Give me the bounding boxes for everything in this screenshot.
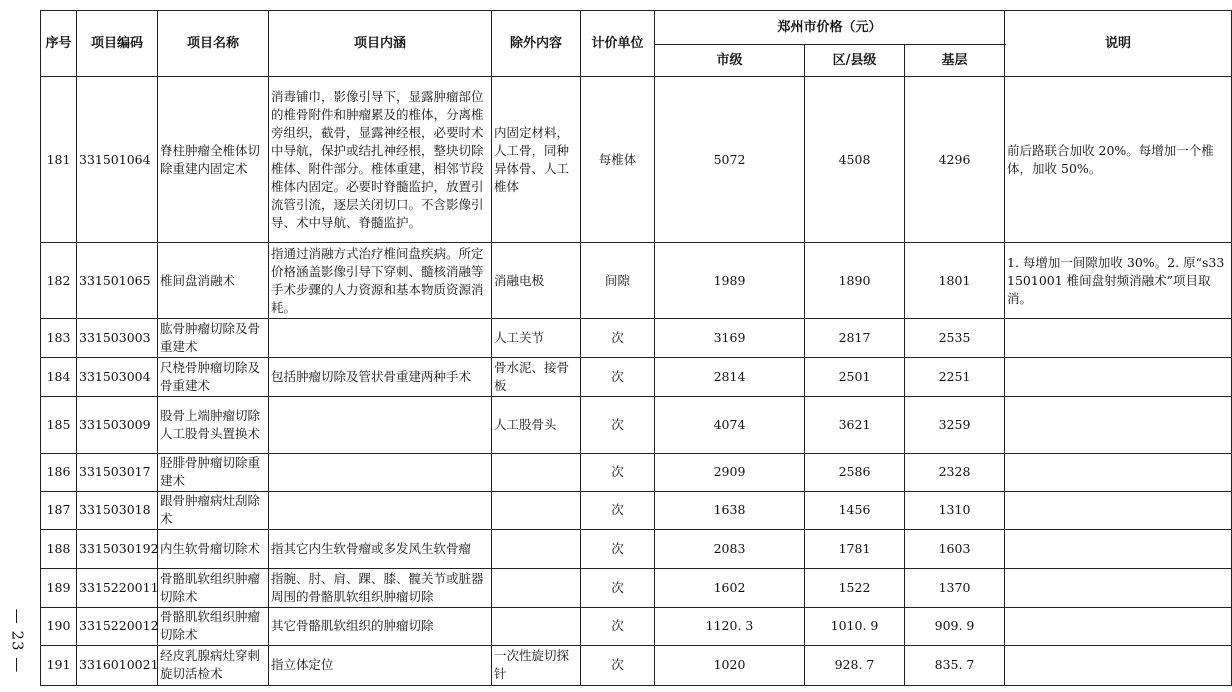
cell-county: 1456: [805, 491, 905, 529]
table-row: [41, 319, 1232, 358]
header-note: 说明: [1005, 11, 1232, 77]
cell-code: 331501064: [77, 77, 158, 243]
cell-base: 1310: [905, 491, 1005, 529]
cell-seq: 191: [41, 645, 77, 685]
price-table: [40, 10, 1232, 686]
cell-name: 肱骨肿瘤切除及骨重建术: [158, 319, 269, 358]
cell-content: [269, 453, 492, 491]
cell-base: 2251: [905, 358, 1005, 396]
cell-unit: 次: [581, 358, 655, 396]
cell-city: 1120. 3: [655, 607, 805, 645]
cell-code: 331501065: [77, 243, 158, 319]
cell-name: 股骨上端肿瘤切除人工股骨头置换术: [158, 396, 269, 453]
cell-county: 1781: [805, 529, 905, 568]
cell-content: 消毒铺巾，影像引导下，显露肿瘤部位的椎骨附件和肿瘤累及的椎体，分离椎旁组织，截骨，显露神经根，必要时术中导航，保护或结扎神经根，整块切除椎体、附件部分。椎体重建，相邻节段椎体内固定。必要时脊髓监护，放置引流管引流，逐层关闭切口。不含影像引导、术中导航、脊髓监护。: [269, 77, 492, 243]
cell-name: 经皮乳腺病灶穿刺旋切活检术: [158, 645, 269, 685]
cell-base: 4296: [905, 77, 1005, 243]
cell-excluded: 消融电极: [492, 243, 581, 319]
cell-city: 4074: [655, 396, 805, 453]
header-base: 基层: [905, 45, 1005, 77]
cell-county: 1522: [805, 568, 905, 607]
cell-name: 尺桡骨肿瘤切除及骨重建术: [158, 358, 269, 396]
cell-note: 1. 每增加一间隙加收 30%。2. 原“s331501001 椎间盘射频消融术”项目取消。: [1005, 243, 1232, 319]
cell-content: 指腕、肘、肩、踝、膝、髋关节或脏器周围的骨骼肌软组织肿瘤切除: [269, 568, 492, 607]
cell-excluded: [492, 568, 581, 607]
cell-base: 1370: [905, 568, 1005, 607]
cell-county: 3621: [805, 396, 905, 453]
table-row: [41, 396, 1232, 453]
table-row: [41, 645, 1232, 685]
cell-base: 909. 9: [905, 607, 1005, 645]
cell-excluded: 内固定材料，人工骨，同种异体骨、人工椎体: [492, 77, 581, 243]
cell-name: 内生软骨瘤切除术: [158, 529, 269, 568]
cell-content: 指立体定位: [269, 645, 492, 685]
cell-seq: 182: [41, 243, 77, 319]
cell-excluded: [492, 607, 581, 645]
cell-excluded: [492, 491, 581, 529]
cell-unit: 间隙: [581, 243, 655, 319]
cell-note: [1005, 607, 1232, 645]
cell-excluded: 人工关节: [492, 319, 581, 358]
cell-note: [1005, 358, 1232, 396]
table-row: [41, 491, 1232, 529]
header-city: 市级: [655, 45, 805, 77]
cell-city: 1638: [655, 491, 805, 529]
cell-name: 骨骼肌软组织肿瘤切除术: [158, 568, 269, 607]
cell-base: 835. 7: [905, 645, 1005, 685]
cell-content: [269, 319, 492, 358]
page-number-text: — 23 —: [8, 608, 26, 674]
cell-name: 骨骼肌软组织肿瘤切除术: [158, 607, 269, 645]
cell-city: 2909: [655, 453, 805, 491]
cell-unit: 次: [581, 453, 655, 491]
header-code: 项目编码: [77, 11, 158, 77]
cell-content: 指其它内生软骨瘤或多发风生软骨瘤: [269, 529, 492, 568]
cell-seq: 181: [41, 77, 77, 243]
cell-content: 指通过消融方式治疗椎间盘疾病。所定价格涵盖影像引导下穿刺、髓核消融等手术步骤的人力资源和基本物质资源消耗。: [269, 243, 492, 319]
cell-name: 椎间盘消融术: [158, 243, 269, 319]
cell-unit: 次: [581, 491, 655, 529]
cell-city: 5072: [655, 77, 805, 243]
cell-excluded: [492, 453, 581, 491]
cell-county: 928. 7: [805, 645, 905, 685]
header-county: 区/县级: [805, 45, 905, 77]
cell-code: 3316010021: [77, 645, 158, 685]
page-number: [6, 596, 28, 686]
cell-base: 1603: [905, 529, 1005, 568]
cell-name: 跟骨肿瘤病灶刮除术: [158, 491, 269, 529]
cell-content: [269, 491, 492, 529]
cell-seq: 189: [41, 568, 77, 607]
header-unit: 计价单位: [581, 11, 655, 77]
cell-unit: 每椎体: [581, 77, 655, 243]
cell-seq: 183: [41, 319, 77, 358]
cell-code: 3315220012: [77, 607, 158, 645]
cell-city: 3169: [655, 319, 805, 358]
cell-content: 其它骨骼肌软组织的肿瘤切除: [269, 607, 492, 645]
cell-unit: 次: [581, 319, 655, 358]
cell-excluded: 一次性旋切探针: [492, 645, 581, 685]
table-row: [41, 607, 1232, 645]
header-excluded: 除外内容: [492, 11, 581, 77]
cell-unit: 次: [581, 396, 655, 453]
cell-code: 331503004: [77, 358, 158, 396]
cell-base: 2535: [905, 319, 1005, 358]
cell-note: [1005, 453, 1232, 491]
cell-unit: 次: [581, 607, 655, 645]
cell-note: 前后路联合加收 20%。每增加一个椎体，加收 50%。: [1005, 77, 1232, 243]
cell-name: 脊柱肿瘤全椎体切除重建内固定术: [158, 77, 269, 243]
cell-code: 331503009: [77, 396, 158, 453]
cell-code: 3315220011: [77, 568, 158, 607]
cell-name: 胫腓骨肿瘤切除重建术: [158, 453, 269, 491]
header-price-group: 郑州市价格（元）: [655, 11, 1005, 45]
cell-city: 2814: [655, 358, 805, 396]
table-row: [41, 568, 1232, 607]
cell-seq: 187: [41, 491, 77, 529]
cell-city: 1020: [655, 645, 805, 685]
cell-unit: 次: [581, 568, 655, 607]
cell-code: 331503018: [77, 491, 158, 529]
table-row: [41, 453, 1232, 491]
table-row: [41, 529, 1232, 568]
table-row: [41, 77, 1232, 243]
cell-county: 2501: [805, 358, 905, 396]
table-row: [41, 243, 1232, 319]
cell-note: [1005, 396, 1232, 453]
cell-note: [1005, 491, 1232, 529]
cell-excluded: 骨水泥、接骨板: [492, 358, 581, 396]
cell-code: 331503017: [77, 453, 158, 491]
cell-base: 3259: [905, 396, 1005, 453]
cell-seq: 188: [41, 529, 77, 568]
cell-excluded: 人工股骨头: [492, 396, 581, 453]
cell-seq: 184: [41, 358, 77, 396]
cell-county: 1010. 9: [805, 607, 905, 645]
cell-excluded: [492, 529, 581, 568]
cell-note: [1005, 319, 1232, 358]
cell-county: 1890: [805, 243, 905, 319]
cell-code: 331503003: [77, 319, 158, 358]
cell-base: 1801: [905, 243, 1005, 319]
cell-code: 3315030192: [77, 529, 158, 568]
cell-city: 1602: [655, 568, 805, 607]
cell-unit: 次: [581, 529, 655, 568]
cell-seq: 185: [41, 396, 77, 453]
header-name: 项目名称: [158, 11, 269, 77]
cell-county: 2586: [805, 453, 905, 491]
cell-content: 包括肿瘤切除及管状骨重建两种手术: [269, 358, 492, 396]
cell-base: 2328: [905, 453, 1005, 491]
cell-note: [1005, 568, 1232, 607]
cell-content: [269, 396, 492, 453]
cell-seq: 186: [41, 453, 77, 491]
table-row: [41, 358, 1232, 396]
cell-city: 1989: [655, 243, 805, 319]
cell-county: 4508: [805, 77, 905, 243]
cell-city: 2083: [655, 529, 805, 568]
cell-seq: 190: [41, 607, 77, 645]
cell-note: [1005, 529, 1232, 568]
cell-note: [1005, 645, 1232, 685]
header-seq: 序号: [41, 11, 77, 77]
header-content: 项目内涵: [269, 11, 492, 77]
cell-county: 2817: [805, 319, 905, 358]
cell-unit: 次: [581, 645, 655, 685]
